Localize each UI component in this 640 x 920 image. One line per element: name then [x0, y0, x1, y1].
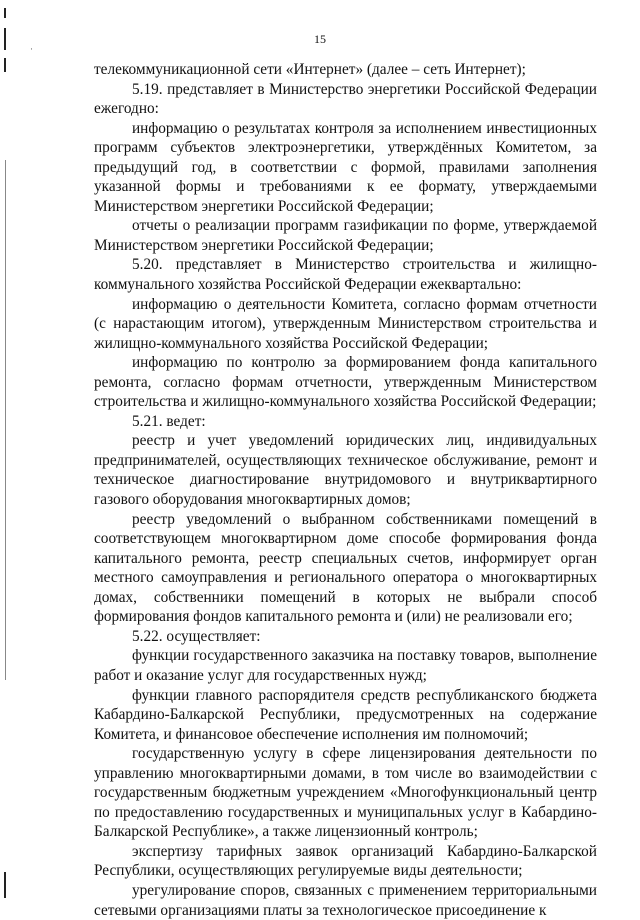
paragraph: 5.22. осуществляет: — [132, 627, 261, 645]
scan-edge-mark — [4, 872, 6, 898]
scan-edge-mark — [5, 160, 6, 680]
paragraph: 5.19. представляет в Министерство энергетики Российской Федерации ежегодно: — [94, 80, 597, 118]
page-number: 15 — [314, 32, 326, 46]
paragraph: функции государственного заказчика на поставку товаров, выполнение работ и оказание услуг для государственных нужд; — [94, 647, 597, 684]
paragraph: информацию о результатах контроля за исполнением инвестиционных программ субъектов электроэнергетики, утверждённых Комитетом, за предыдущий год, в соответствии с формой, правилами заполнения указанной формы и требованиями к ее формату, утверждаемыми Министерством энергетики Российской Федерации; — [94, 119, 597, 215]
paragraph: информацию по контролю за формированием фонда капитального ремонта, согласно формам отчетности, утвержденным Министерством строительства и жилищно-коммунального хозяйства Российской Федерации; — [94, 354, 597, 411]
paragraph: информацию о деятельности Комитета, согласно формам отчетности (с нарастающим итогом), утвержденным Министерством строительства и жилищно-коммунального хозяйства Российской Федерации; — [94, 295, 597, 352]
paragraph: экспертизу тарифных заявок организаций Кабардино-Балкарской Республики, осуществляющих регулируемые виды деятельности; — [94, 842, 597, 880]
paragraph: 5.20. представляет в Министерство строительства и жилищно-коммунального хозяйства Российской Федерации ежеквартально: — [94, 256, 597, 294]
scan-edge-mark — [4, 8, 6, 18]
paragraph: реестр уведомлений о выбранном собственниками помещений в соответствующем многоквартирном доме способе формирования фонда капитального ремонта, реестр специальных счетов, информирует орган местного самоуправления и регионального оператора о многоквартирных домах, собственники помещений в которых не выбрали способ формирования фондов капитального ремонта и (или) не реализовали его; — [94, 510, 597, 626]
document-body — [94, 60, 597, 920]
paragraph: телекоммуникационной сети «Интернет» (далее – сеть Интернет); — [94, 61, 526, 78]
paragraph: отчеты о реализации программ газификации по форме, утверждаемой Министерством энергетики Российской Федерации; — [94, 217, 597, 254]
scan-edge-mark — [4, 58, 6, 72]
paragraph: реестр и учет уведомлений юридических лиц, индивидуальных предпринимателей, осуществляющих техническое обслуживание, ремонт и техническое диагностирование внутридомового и внутриквартирного газового оборудования многоквартирных домов; — [94, 432, 597, 509]
scan-noise: · — [30, 44, 33, 54]
paragraph: государственную услугу в сфере лицензирования деятельности по управлению многоквартирными домами, в том числе во взаимодействии с государственным бюджетным учреждением «Многофункциональный центр по предоставлению государственных и муниципальных услуг в Кабардино-Балкарской Республике», а также лицензионный контроль; — [94, 745, 597, 841]
paragraph: функции главного распорядителя средств республиканского бюджета Кабардино-Балкарской Республики, предусмотренных на содержание Комитета, и финансовое обеспечение исполнения им полномочий; — [94, 686, 597, 743]
paragraph: урегулирование споров, связанных с применением территориальными сетевыми организациями платы за технологическое присоединение к — [94, 881, 597, 919]
paragraph: 5.21. ведет: — [132, 412, 206, 430]
